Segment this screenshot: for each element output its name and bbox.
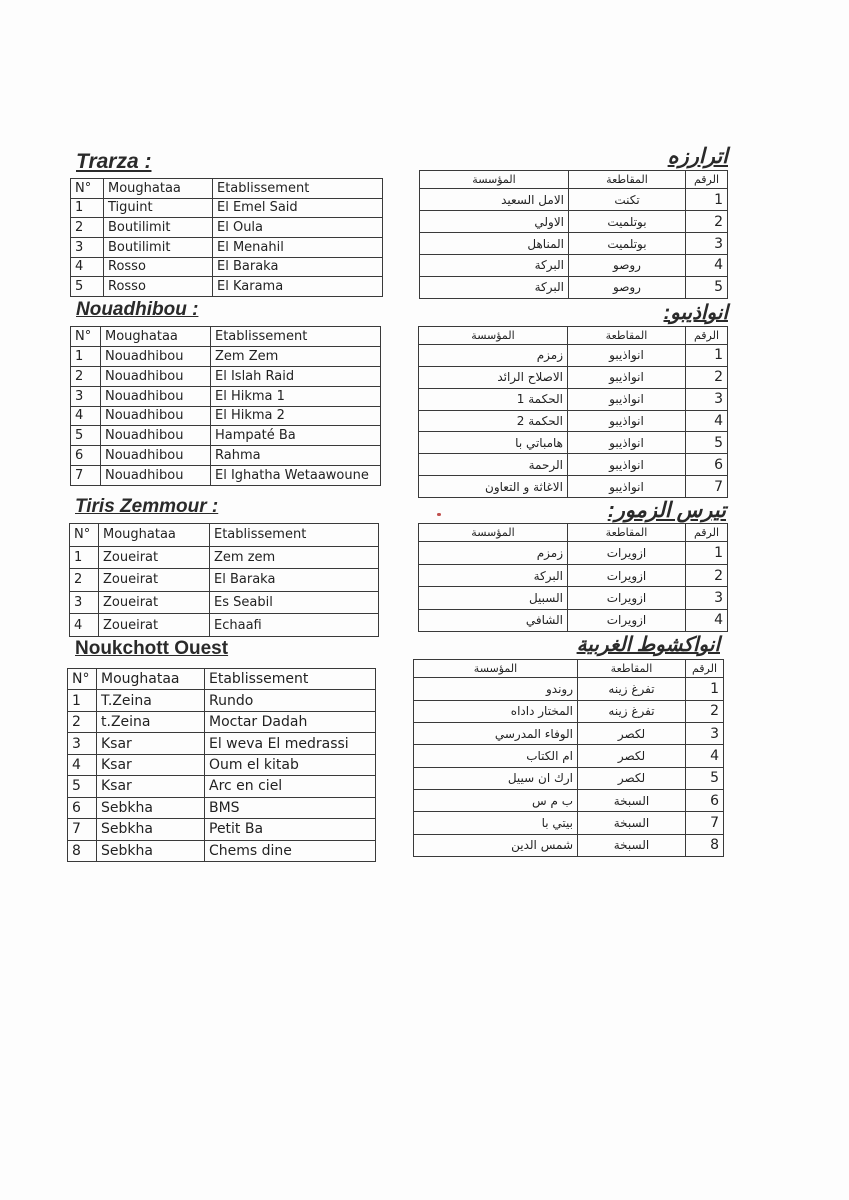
etablissement-cell: الاغاثة و التعاون: [419, 476, 568, 498]
moughataa-cell: انواذيبو: [568, 454, 686, 476]
etablissement-cell: El weva El medrassi: [205, 733, 376, 754]
moughataa-cell: بوتلميت: [569, 233, 686, 255]
table-row: [419, 366, 728, 388]
etablissement-cell: الحكمة 2: [419, 410, 568, 432]
etablissement-cell: البركة: [420, 255, 569, 277]
column-header-etablissement: Etablissement: [211, 327, 381, 347]
etablissement-cell: Hampaté Ba: [211, 426, 381, 446]
row-number: 2: [68, 711, 97, 732]
moughataa-cell: T.Zeina: [97, 690, 205, 711]
table-row: [419, 454, 728, 476]
etablissement-cell: هامباتي با: [419, 432, 568, 454]
trarza-arabic-table: [419, 170, 728, 299]
row-number: 2: [686, 211, 728, 233]
table-row: [71, 466, 381, 486]
etablissement-cell: الشافي: [419, 609, 568, 631]
table-row: [68, 690, 376, 711]
table-header-row: [414, 660, 724, 678]
etablissement-cell: El Karama: [213, 277, 383, 297]
column-header-etablissement: Etablissement: [213, 179, 383, 199]
column-header-etablissement: المؤسسة: [414, 660, 578, 678]
column-header-etablissement: المؤسسة: [419, 327, 568, 345]
etablissement-cell: Rahma: [211, 446, 381, 466]
row-number: 1: [686, 345, 728, 367]
table-row: [70, 546, 379, 569]
moughataa-cell: Nouadhibou: [101, 346, 211, 366]
moughataa-cell: Sebkha: [97, 819, 205, 840]
table-header-row: [70, 524, 379, 547]
row-number: 7: [686, 476, 728, 498]
table-row: [70, 569, 379, 592]
etablissement-cell: الرحمة: [419, 454, 568, 476]
table-row: [419, 432, 728, 454]
moughataa-cell: Zoueirat: [99, 591, 210, 614]
table-row: [414, 812, 724, 834]
column-header-number: الرقم: [686, 327, 728, 345]
moughataa-cell: لكصر: [578, 745, 686, 767]
row-number: 4: [686, 255, 728, 277]
moughataa-cell: السبخة: [578, 834, 686, 856]
table-row: [414, 834, 724, 856]
moughataa-cell: Ksar: [97, 733, 205, 754]
column-header-moughataa: Moughataa: [99, 524, 210, 547]
moughataa-cell: Nouadhibou: [101, 426, 211, 446]
moughataa-cell: Rosso: [104, 277, 213, 297]
table-row: [70, 591, 379, 614]
table-header-row: [420, 171, 728, 189]
row-number: 7: [68, 819, 97, 840]
etablissement-cell: زمزم: [419, 345, 568, 367]
moughataa-cell: تفرغ زينه: [578, 678, 686, 700]
column-header-etablissement: المؤسسة: [419, 524, 568, 542]
table-row: [68, 776, 376, 797]
table-row: [419, 410, 728, 432]
etablissement-cell: Zem zem: [210, 546, 379, 569]
etablissement-cell: زمزم: [419, 542, 568, 564]
etablissement-cell: ارك ان سييل: [414, 767, 578, 789]
moughataa-cell: Rosso: [104, 257, 213, 277]
nouadhibou-table-body: [71, 327, 381, 486]
row-number: 2: [686, 366, 728, 388]
moughataa-cell: انواذيبو: [568, 432, 686, 454]
row-number: 1: [71, 346, 101, 366]
column-header-number: N°: [71, 179, 104, 199]
etablissement-cell: El Hikma 1: [211, 386, 381, 406]
moughataa-cell: ازويرات: [568, 587, 686, 609]
tiris-zemmour-arabic-table-body: [419, 524, 728, 632]
etablissement-cell: شمس الدين: [414, 834, 578, 856]
etablissement-cell: الاصلاح الرائد: [419, 366, 568, 388]
moughataa-cell: Zoueirat: [99, 614, 210, 637]
row-number: 3: [70, 591, 99, 614]
table-row: [414, 678, 724, 700]
table-row: [71, 237, 383, 257]
nouakchott-ouest-arabic-title: انواكشوط الغربية: [576, 634, 720, 656]
table-row: [420, 211, 728, 233]
table-row: [414, 745, 724, 767]
etablissement-cell: بيتي با: [414, 812, 578, 834]
table-header-row: [419, 327, 728, 345]
table-row: [71, 346, 381, 366]
moughataa-cell: انواذيبو: [568, 476, 686, 498]
moughataa-cell: السبخة: [578, 812, 686, 834]
table-header-row: [71, 179, 383, 199]
moughataa-cell: Zoueirat: [99, 546, 210, 569]
table-row: [70, 614, 379, 637]
moughataa-cell: بوتلميت: [569, 211, 686, 233]
moughataa-cell: Sebkha: [97, 840, 205, 862]
nouadhibou-title: Nouadhibou :: [76, 299, 199, 320]
moughataa-cell: تكنت: [569, 189, 686, 211]
column-header-number: N°: [71, 327, 101, 347]
etablissement-cell: El Emel Said: [213, 198, 383, 218]
etablissement-cell: المختار داداه: [414, 700, 578, 722]
row-number: 1: [686, 189, 728, 211]
table-row: [71, 426, 381, 446]
nouadhibou-arabic-table: [418, 326, 728, 498]
row-number: 1: [71, 198, 104, 218]
moughataa-cell: Nouadhibou: [101, 386, 211, 406]
row-number: 2: [71, 218, 104, 238]
row-number: 6: [71, 446, 101, 466]
row-number: 8: [686, 834, 724, 856]
moughataa-cell: Nouadhibou: [101, 446, 211, 466]
table-row: [71, 218, 383, 238]
etablissement-cell: El Menahil: [213, 237, 383, 257]
table-row: [68, 711, 376, 732]
etablissement-cell: الاولي: [420, 211, 569, 233]
table-row: [68, 819, 376, 840]
moughataa-cell: ازويرات: [568, 542, 686, 564]
table-row: [68, 754, 376, 775]
row-number: 5: [686, 767, 724, 789]
moughataa-cell: Sebkha: [97, 797, 205, 818]
etablissement-cell: BMS: [205, 797, 376, 818]
moughataa-cell: Tiguint: [104, 198, 213, 218]
row-number: 5: [71, 277, 104, 297]
row-number: 6: [686, 454, 728, 476]
row-number: 3: [686, 587, 728, 609]
table-row: [420, 233, 728, 255]
etablissement-cell: Oum el kitab: [205, 754, 376, 775]
nouakchott-ouest-title: Noukchott Ouest: [75, 638, 229, 659]
row-number: 4: [686, 745, 724, 767]
row-number: 5: [686, 276, 728, 298]
etablissement-cell: الحكمة 1: [419, 388, 568, 410]
moughataa-cell: تفرغ زينه: [578, 700, 686, 722]
etablissement-cell: Echaafi: [210, 614, 379, 637]
moughataa-cell: انواذيبو: [568, 388, 686, 410]
nouakchott-ouest-arabic-table-body: [414, 660, 724, 857]
nouakchott-ouest-table-body: [68, 669, 376, 862]
nouadhibou-arabic-title: انواذيبو:: [663, 302, 728, 324]
etablissement-cell: ام الكتاب: [414, 745, 578, 767]
etablissement-cell: Arc en ciel: [205, 776, 376, 797]
row-number: 3: [71, 386, 101, 406]
table-header-row: [68, 669, 376, 690]
etablissement-cell: روندو: [414, 678, 578, 700]
column-header-moughataa: المقاطعة: [578, 660, 686, 678]
row-number: 4: [71, 406, 101, 426]
trarza-arabic-table-body: [420, 171, 728, 299]
table-row: [71, 406, 381, 426]
table-row: [71, 257, 383, 277]
etablissement-cell: الامل السعيد: [420, 189, 569, 211]
row-number: 4: [686, 410, 728, 432]
moughataa-cell: ازويرات: [568, 564, 686, 586]
column-header-moughataa: المقاطعة: [568, 327, 686, 345]
moughataa-cell: انواذيبو: [568, 366, 686, 388]
table-row: [68, 840, 376, 862]
column-header-moughataa: Moughataa: [104, 179, 213, 199]
moughataa-cell: لكصر: [578, 767, 686, 789]
row-number: 3: [686, 388, 728, 410]
etablissement-cell: Petit Ba: [205, 819, 376, 840]
table-row: [71, 198, 383, 218]
moughataa-cell: Nouadhibou: [101, 366, 211, 386]
row-number: 4: [70, 614, 99, 637]
row-number: 5: [68, 776, 97, 797]
table-row: [420, 255, 728, 277]
column-header-number: الرقم: [686, 660, 724, 678]
tiris-zemmour-arabic-table: [418, 523, 728, 632]
table-row: [419, 609, 728, 631]
etablissement-cell: المناهل: [420, 233, 569, 255]
trarza-title: Trarza :: [76, 150, 152, 173]
tiris-zemmour-arabic-title: تيرس الزمور:: [607, 499, 726, 522]
moughataa-cell: لكصر: [578, 723, 686, 745]
row-number: 5: [71, 426, 101, 446]
table-row: [420, 276, 728, 298]
trarza-arabic-title: اترارزه: [667, 145, 728, 168]
table-row: [419, 542, 728, 564]
row-number: 4: [68, 754, 97, 775]
row-number: 3: [686, 723, 724, 745]
table-row: [71, 446, 381, 466]
moughataa-cell: Boutilimit: [104, 237, 213, 257]
table-row: [419, 388, 728, 410]
column-header-moughataa: Moughataa: [101, 327, 211, 347]
row-number: 4: [71, 257, 104, 277]
nouakchott-ouest-table: [67, 668, 376, 862]
moughataa-cell: Nouadhibou: [101, 406, 211, 426]
column-header-etablissement: المؤسسة: [420, 171, 569, 189]
moughataa-cell: Ksar: [97, 754, 205, 775]
column-header-number: الرقم: [686, 524, 728, 542]
etablissement-cell: Es Seabil: [210, 591, 379, 614]
row-number: 2: [70, 569, 99, 592]
moughataa-cell: Ksar: [97, 776, 205, 797]
column-header-number: الرقم: [686, 171, 728, 189]
table-row: [419, 476, 728, 498]
row-number: 3: [686, 233, 728, 255]
row-number: 6: [68, 797, 97, 818]
etablissement-cell: Zem Zem: [211, 346, 381, 366]
row-number: 2: [686, 700, 724, 722]
column-header-etablissement: Etablissement: [210, 524, 379, 547]
column-header-moughataa: Moughataa: [97, 669, 205, 690]
table-row: [419, 564, 728, 586]
row-number: 1: [68, 690, 97, 711]
table-header-row: [419, 524, 728, 542]
tiris-zemmour-title: Tiris Zemmour :: [75, 496, 219, 517]
etablissement-cell: Moctar Dadah: [205, 711, 376, 732]
table-row: [414, 723, 724, 745]
nouadhibou-arabic-table-body: [419, 327, 728, 498]
etablissement-cell: Chems dine: [205, 840, 376, 862]
table-header-row: [71, 327, 381, 347]
moughataa-cell: انواذيبو: [568, 410, 686, 432]
row-number: 8: [68, 840, 97, 862]
table-row: [68, 797, 376, 818]
row-number: 6: [686, 789, 724, 811]
etablissement-cell: El Ighatha Wetaawoune: [211, 466, 381, 486]
moughataa-cell: Nouadhibou: [101, 466, 211, 486]
etablissement-cell: Rundo: [205, 690, 376, 711]
row-number: 7: [71, 466, 101, 486]
row-number: 3: [71, 237, 104, 257]
column-header-moughataa: المقاطعة: [568, 524, 686, 542]
row-number: 3: [68, 733, 97, 754]
moughataa-cell: السبخة: [578, 789, 686, 811]
row-number: 1: [70, 546, 99, 569]
table-row: [71, 277, 383, 297]
row-number: 7: [686, 812, 724, 834]
table-row: [419, 345, 728, 367]
table-row: [71, 366, 381, 386]
row-number: 4: [686, 609, 728, 631]
moughataa-cell: انواذيبو: [568, 345, 686, 367]
ink-mark: [437, 513, 441, 516]
etablissement-cell: El Baraka: [210, 569, 379, 592]
etablissement-cell: El Islah Raid: [211, 366, 381, 386]
column-header-moughataa: المقاطعة: [569, 171, 686, 189]
trarza-table: [70, 178, 383, 297]
tiris-zemmour-table: [69, 523, 379, 637]
table-row: [420, 189, 728, 211]
column-header-etablissement: Etablissement: [205, 669, 376, 690]
row-number: 1: [686, 678, 724, 700]
etablissement-cell: السبيل: [419, 587, 568, 609]
moughataa-cell: t.Zeina: [97, 711, 205, 732]
trarza-table-body: [71, 179, 383, 297]
row-number: 2: [71, 366, 101, 386]
etablissement-cell: El Hikma 2: [211, 406, 381, 426]
moughataa-cell: روصو: [569, 276, 686, 298]
etablissement-cell: ب م س: [414, 789, 578, 811]
row-number: 5: [686, 432, 728, 454]
etablissement-cell: El Baraka: [213, 257, 383, 277]
etablissement-cell: El Oula: [213, 218, 383, 238]
tiris-zemmour-table-body: [70, 524, 379, 637]
moughataa-cell: Zoueirat: [99, 569, 210, 592]
table-row: [71, 386, 381, 406]
table-row: [68, 733, 376, 754]
row-number: 2: [686, 564, 728, 586]
row-number: 1: [686, 542, 728, 564]
table-row: [414, 789, 724, 811]
column-header-number: N°: [70, 524, 99, 547]
table-row: [414, 700, 724, 722]
etablissement-cell: البركة: [420, 276, 569, 298]
moughataa-cell: Boutilimit: [104, 218, 213, 238]
table-row: [414, 767, 724, 789]
etablissement-cell: الوفاء المدرسي: [414, 723, 578, 745]
nouadhibou-table: [70, 326, 381, 486]
moughataa-cell: ازويرات: [568, 609, 686, 631]
nouakchott-ouest-arabic-table: [413, 659, 724, 857]
table-row: [419, 587, 728, 609]
column-header-number: N°: [68, 669, 97, 690]
etablissement-cell: البركة: [419, 564, 568, 586]
moughataa-cell: روصو: [569, 255, 686, 277]
